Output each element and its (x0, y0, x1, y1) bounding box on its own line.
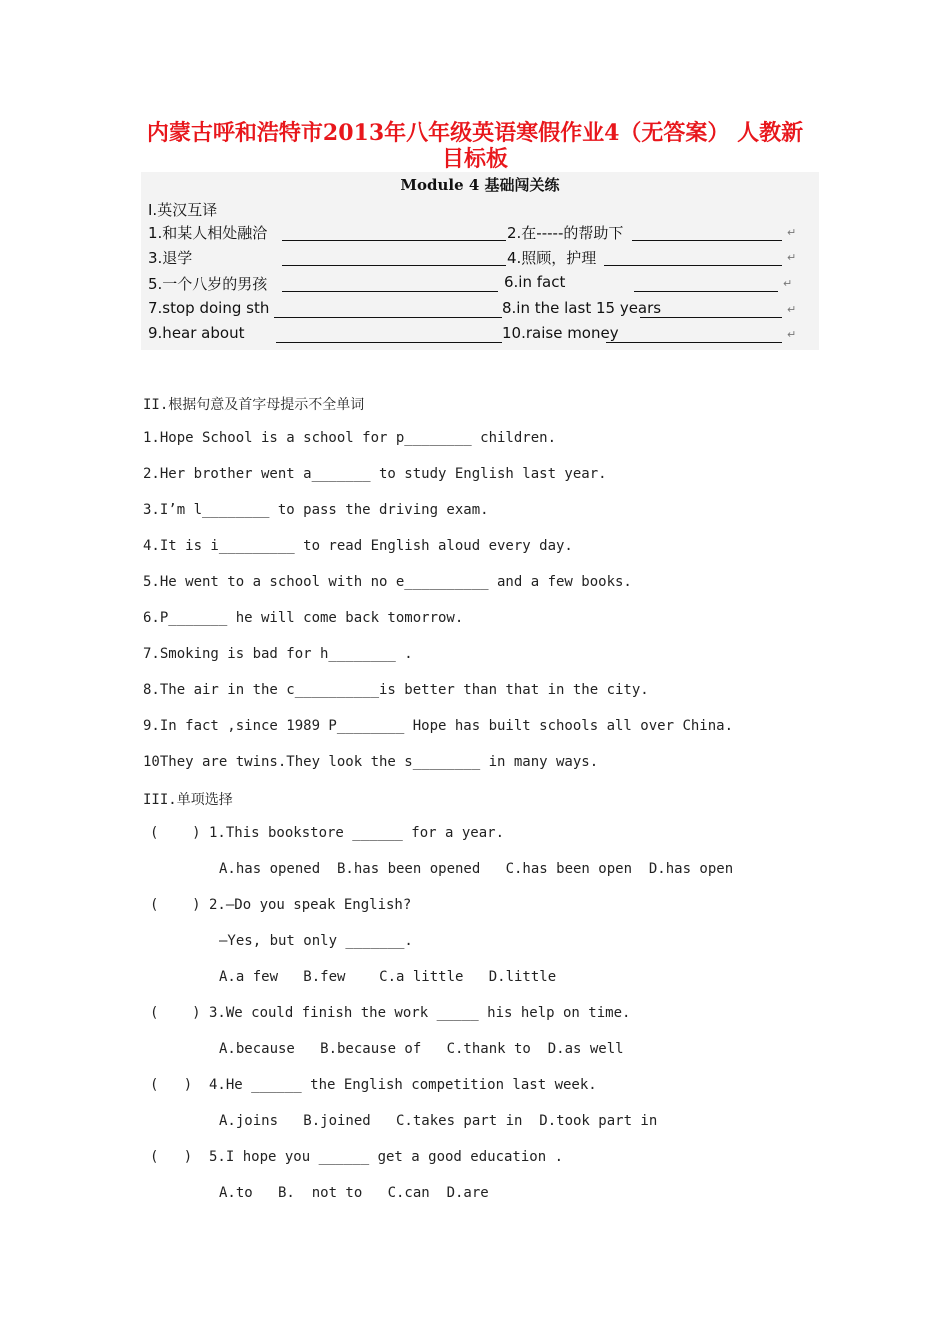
title-line-1: 内蒙古呼和浩特市2013年八年级英语寒假作业4（无答案） 人教新 (146, 120, 804, 146)
fill-item: 2.Her brother went a_______ to study English last year. (143, 466, 607, 482)
fill-item: 10They are twins.They look the s________ in many ways. (143, 754, 599, 770)
answer-blank (276, 324, 502, 343)
return-mark-icon: ↵ (787, 303, 797, 316)
answer-blank (282, 222, 506, 241)
return-mark-icon: ↵ (783, 277, 793, 290)
choice-question-3: ( ) 3.We could finish the work _____ his help on time. (150, 1005, 631, 1021)
answer-blank (632, 222, 782, 241)
section-1-heading: I.英汉互译 (148, 201, 218, 219)
fill-item: 1.Hope School is a school for p________ children. (143, 430, 557, 446)
translation-left: 7.stop doing sth (148, 299, 270, 317)
fill-item: 5.He went to a school with no e__________ and a few books. (143, 574, 632, 590)
choice-options-2: A.a few B.few C.a little D.little (219, 969, 557, 985)
answer-blank (640, 299, 782, 318)
choice-options-3: A.because B.because of C.thank to D.as well (219, 1041, 624, 1057)
answer-blank (282, 273, 498, 292)
translation-row (148, 273, 818, 295)
answer-blank (274, 299, 502, 318)
fill-item: 9.In fact ,since 1989 P________ Hope has built schools all over China. (143, 718, 734, 734)
answer-blank (282, 247, 506, 266)
return-mark-icon: ↵ (787, 226, 797, 239)
translation-right: 10.raise money (502, 324, 619, 342)
answer-blank (604, 247, 782, 266)
translation-row (148, 247, 818, 269)
choice-question-4: ( ) 4.He ______ the English competition last week. (150, 1077, 597, 1093)
translation-right: 8.in the last 15 years (502, 299, 662, 317)
translation-left: 3.退学 (148, 249, 193, 267)
fill-item: 3.I’m l________ to pass the driving exam. (143, 502, 489, 518)
choice-question-2-reply: —Yes, but only _______. (219, 933, 413, 949)
translation-right: 6.in fact (504, 273, 566, 291)
translation-left: 1.和某人相处融洽 (148, 224, 268, 242)
fill-item: 7.Smoking is bad for h________ . (143, 646, 413, 662)
title-line-2: 目标板 (441, 146, 508, 172)
section-2-heading: II.根据句意及首字母提示不全单词 (143, 397, 365, 413)
choice-question-1: ( ) 1.This bookstore ______ for a year. (150, 825, 505, 841)
translation-row (148, 222, 818, 244)
translation-left: 9.hear about (148, 324, 245, 342)
choice-question-2: ( ) 2.—Do you speak English? (150, 897, 412, 913)
translation-row (148, 324, 818, 346)
choice-options-5: A.to B. not to C.can D.are (219, 1185, 489, 1201)
section-3-heading: III.单项选择 (143, 792, 233, 808)
module-image (141, 172, 819, 350)
answer-blank (634, 273, 778, 292)
document-title (130, 120, 820, 172)
fill-item: 4.It is i_________ to read English aloud every day. (143, 538, 573, 554)
module-heading: Module 4 基础闯关练 (400, 176, 560, 194)
answer-blank (606, 324, 782, 343)
choice-question-5: ( ) 5.I hope you ______ get a good education . (150, 1149, 564, 1165)
translation-right: 2.在-----的帮助下 (507, 224, 624, 242)
choice-options-1: A.has opened B.has been opened C.has been open D.has open (219, 861, 734, 877)
choice-options-4: A.joins B.joined C.takes part in D.took part in (219, 1113, 658, 1129)
translation-left: 5.一个八岁的男孩 (148, 275, 268, 293)
translation-right: 4.照顾，护理 (507, 249, 597, 267)
return-mark-icon: ↵ (787, 328, 797, 341)
return-mark-icon: ↵ (787, 251, 797, 264)
fill-item: 6.P_______ he will come back tomorrow. (143, 610, 464, 626)
fill-item: 8.The air in the c__________is better than that in the city. (143, 682, 649, 698)
translation-row (148, 299, 818, 321)
